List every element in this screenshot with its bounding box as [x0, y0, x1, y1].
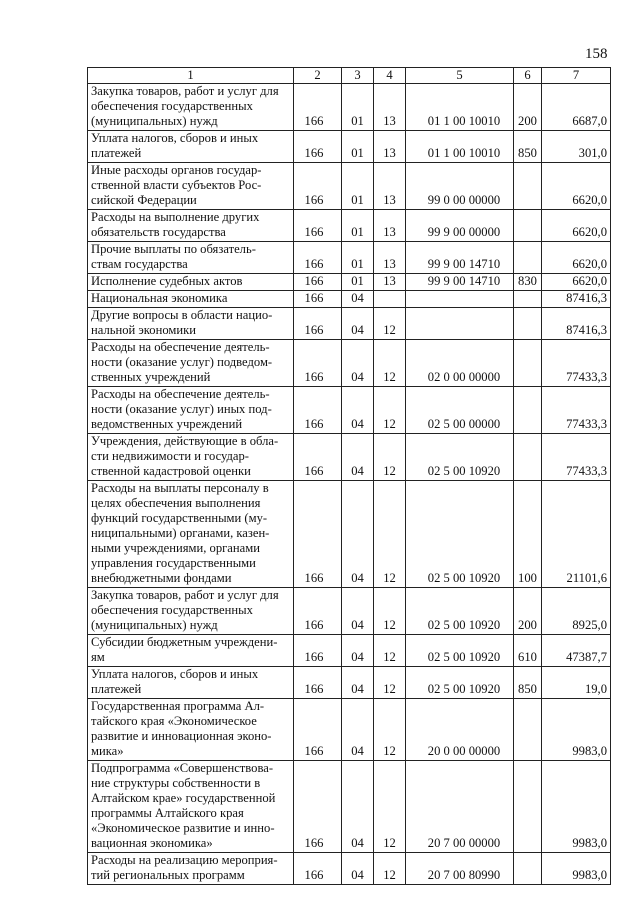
- item-name-cell: Расходы на реализацию мероприя- тий региональных программ: [88, 853, 294, 885]
- table-row: [88, 291, 611, 308]
- amount-cell: 19,0: [542, 667, 611, 699]
- subsection-code-cell: 12: [374, 308, 406, 340]
- header-cell: 7: [542, 68, 611, 84]
- header-cell: 5: [406, 68, 514, 84]
- header-row: [88, 68, 611, 84]
- item-name-cell: Закупка товаров, работ и услуг для обеспечения государственных (муниципальных) нужд: [88, 84, 294, 131]
- expense-type-cell: [514, 242, 542, 274]
- amount-cell: 77433,3: [542, 340, 611, 387]
- admin-code-cell: 166: [294, 387, 342, 434]
- section-code-cell: 04: [342, 635, 374, 667]
- admin-code-cell: 166: [294, 434, 342, 481]
- section-code-cell: 04: [342, 667, 374, 699]
- target-article-cell: 20 7 00 00000: [406, 761, 514, 853]
- table-row: [88, 434, 611, 481]
- header-cell: 6: [514, 68, 542, 84]
- subsection-code-cell: 12: [374, 635, 406, 667]
- admin-code-cell: 166: [294, 481, 342, 588]
- target-article-cell: 02 0 00 00000: [406, 340, 514, 387]
- admin-code-cell: 166: [294, 84, 342, 131]
- expense-type-cell: [514, 761, 542, 853]
- expense-type-cell: [514, 163, 542, 210]
- subsection-code-cell: 13: [374, 84, 406, 131]
- item-name-cell: Национальная экономика: [88, 291, 294, 308]
- target-article-cell: 02 5 00 10920: [406, 481, 514, 588]
- subsection-code-cell: 12: [374, 434, 406, 481]
- target-article-cell: 02 5 00 10920: [406, 434, 514, 481]
- subsection-code-cell: 12: [374, 481, 406, 588]
- table-row: [88, 131, 611, 163]
- amount-cell: 8925,0: [542, 588, 611, 635]
- admin-code-cell: 166: [294, 588, 342, 635]
- expense-type-cell: 850: [514, 667, 542, 699]
- amount-cell: 47387,7: [542, 635, 611, 667]
- subsection-code-cell: 13: [374, 242, 406, 274]
- subsection-code-cell: 13: [374, 274, 406, 291]
- page-number: 158: [585, 46, 608, 62]
- amount-cell: 6620,0: [542, 210, 611, 242]
- subsection-code-cell: 12: [374, 387, 406, 434]
- expense-type-cell: [514, 387, 542, 434]
- item-name-cell: Государственная программа Ал- тайского края «Экономическое развитие и инновационная эконо- мика»: [88, 699, 294, 761]
- header-cell: 2: [294, 68, 342, 84]
- target-article-cell: 01 1 00 10010: [406, 131, 514, 163]
- section-code-cell: 01: [342, 84, 374, 131]
- table-row: [88, 387, 611, 434]
- table-row: [88, 340, 611, 387]
- admin-code-cell: 166: [294, 761, 342, 853]
- table-row: [88, 761, 611, 853]
- section-code-cell: 04: [342, 588, 374, 635]
- subsection-code-cell: 12: [374, 340, 406, 387]
- admin-code-cell: 166: [294, 291, 342, 308]
- amount-cell: 87416,3: [542, 291, 611, 308]
- admin-code-cell: 166: [294, 667, 342, 699]
- item-name-cell: Уплата налогов, сборов и иных платежей: [88, 131, 294, 163]
- expense-type-cell: [514, 291, 542, 308]
- header-cell: 3: [342, 68, 374, 84]
- section-code-cell: 04: [342, 291, 374, 308]
- admin-code-cell: 166: [294, 853, 342, 885]
- section-code-cell: 04: [342, 761, 374, 853]
- amount-cell: 9983,0: [542, 699, 611, 761]
- table-row: [88, 274, 611, 291]
- amount-cell: 77433,3: [542, 387, 611, 434]
- amount-cell: 6620,0: [542, 274, 611, 291]
- target-article-cell: 01 1 00 10010: [406, 84, 514, 131]
- target-article-cell: 02 5 00 10920: [406, 588, 514, 635]
- expense-type-cell: 850: [514, 131, 542, 163]
- item-name-cell: Другие вопросы в области нацио- нальной экономики: [88, 308, 294, 340]
- amount-cell: 6620,0: [542, 242, 611, 274]
- expense-type-cell: 830: [514, 274, 542, 291]
- section-code-cell: 01: [342, 242, 374, 274]
- amount-cell: 6687,0: [542, 84, 611, 131]
- amount-cell: 9983,0: [542, 761, 611, 853]
- section-code-cell: 04: [342, 340, 374, 387]
- section-code-cell: 04: [342, 308, 374, 340]
- expense-type-cell: [514, 210, 542, 242]
- budget-table: [87, 67, 611, 885]
- item-name-cell: Иные расходы органов государ- ственной власти субъектов Рос- сийской Федерации: [88, 163, 294, 210]
- target-article-cell: 02 5 00 10920: [406, 635, 514, 667]
- expense-type-cell: 200: [514, 84, 542, 131]
- subsection-code-cell: 12: [374, 853, 406, 885]
- amount-cell: 21101,6: [542, 481, 611, 588]
- section-code-cell: 01: [342, 274, 374, 291]
- target-article-cell: [406, 291, 514, 308]
- target-article-cell: 20 0 00 00000: [406, 699, 514, 761]
- target-article-cell: 20 7 00 80990: [406, 853, 514, 885]
- table-row: [88, 635, 611, 667]
- admin-code-cell: 166: [294, 308, 342, 340]
- section-code-cell: 04: [342, 853, 374, 885]
- expense-type-cell: [514, 308, 542, 340]
- expense-type-cell: 200: [514, 588, 542, 635]
- section-code-cell: 01: [342, 131, 374, 163]
- section-code-cell: 04: [342, 387, 374, 434]
- admin-code-cell: 166: [294, 699, 342, 761]
- admin-code-cell: 166: [294, 210, 342, 242]
- section-code-cell: 04: [342, 481, 374, 588]
- expense-type-cell: [514, 853, 542, 885]
- item-name-cell: Исполнение судебных актов: [88, 274, 294, 291]
- subsection-code-cell: 13: [374, 210, 406, 242]
- section-code-cell: 04: [342, 699, 374, 761]
- amount-cell: 87416,3: [542, 308, 611, 340]
- section-code-cell: 04: [342, 434, 374, 481]
- table-row: [88, 667, 611, 699]
- target-article-cell: 99 9 00 14710: [406, 242, 514, 274]
- admin-code-cell: 166: [294, 242, 342, 274]
- subsection-code-cell: 12: [374, 588, 406, 635]
- section-code-cell: 01: [342, 163, 374, 210]
- header-cell: 4: [374, 68, 406, 84]
- item-name-cell: Учреждения, действующие в обла- сти недвижимости и государ- ственной кадастровой оценки: [88, 434, 294, 481]
- expense-type-cell: [514, 340, 542, 387]
- target-article-cell: 99 0 00 00000: [406, 163, 514, 210]
- target-article-cell: 02 5 00 10920: [406, 667, 514, 699]
- table-row: [88, 588, 611, 635]
- subsection-code-cell: 12: [374, 667, 406, 699]
- admin-code-cell: 166: [294, 340, 342, 387]
- table-row: [88, 242, 611, 274]
- subsection-code-cell: 13: [374, 131, 406, 163]
- expense-type-cell: 610: [514, 635, 542, 667]
- table-row: [88, 163, 611, 210]
- amount-cell: 301,0: [542, 131, 611, 163]
- target-article-cell: 02 5 00 00000: [406, 387, 514, 434]
- admin-code-cell: 166: [294, 635, 342, 667]
- amount-cell: 6620,0: [542, 163, 611, 210]
- table-row: [88, 210, 611, 242]
- table-row: [88, 481, 611, 588]
- expense-type-cell: 100: [514, 481, 542, 588]
- table-row: [88, 853, 611, 885]
- subsection-code-cell: 12: [374, 761, 406, 853]
- target-article-cell: 99 9 00 14710: [406, 274, 514, 291]
- admin-code-cell: 166: [294, 131, 342, 163]
- section-code-cell: 01: [342, 210, 374, 242]
- table-row: [88, 699, 611, 761]
- item-name-cell: Закупка товаров, работ и услуг для обеспечения государственных (муниципальных) нужд: [88, 588, 294, 635]
- expense-type-cell: [514, 699, 542, 761]
- table-row: [88, 308, 611, 340]
- expense-type-cell: [514, 434, 542, 481]
- admin-code-cell: 166: [294, 163, 342, 210]
- item-name-cell: Расходы на обеспечение деятель- ности (оказание услуг) иных под- ведомственных учреждений: [88, 387, 294, 434]
- subsection-code-cell: 12: [374, 699, 406, 761]
- item-name-cell: Расходы на обеспечение деятель- ности (оказание услуг) подведом- ственных учреждений: [88, 340, 294, 387]
- header-cell: 1: [88, 68, 294, 84]
- amount-cell: 77433,3: [542, 434, 611, 481]
- item-name-cell: Расходы на выплаты персоналу в целях обеспечения выполнения функций государственными (му- ниципальными) органами, казен- ными учреждениями, органами управления государственными внебюджетными фондами: [88, 481, 294, 588]
- item-name-cell: Расходы на выполнение других обязательств государства: [88, 210, 294, 242]
- item-name-cell: Субсидии бюджетным учреждени- ям: [88, 635, 294, 667]
- subsection-code-cell: 13: [374, 163, 406, 210]
- item-name-cell: Подпрограмма «Совершенствова- ние структуры собственности в Алтайском крае» государственной программы Алтайского края «Экономическое развитие и инно- вационная экономика»: [88, 761, 294, 853]
- table-row: [88, 84, 611, 131]
- target-article-cell: 99 9 00 00000: [406, 210, 514, 242]
- item-name-cell: Уплата налогов, сборов и иных платежей: [88, 667, 294, 699]
- subsection-code-cell: [374, 291, 406, 308]
- admin-code-cell: 166: [294, 274, 342, 291]
- item-name-cell: Прочие выплаты по обязатель- ствам государства: [88, 242, 294, 274]
- target-article-cell: [406, 308, 514, 340]
- amount-cell: 9983,0: [542, 853, 611, 885]
